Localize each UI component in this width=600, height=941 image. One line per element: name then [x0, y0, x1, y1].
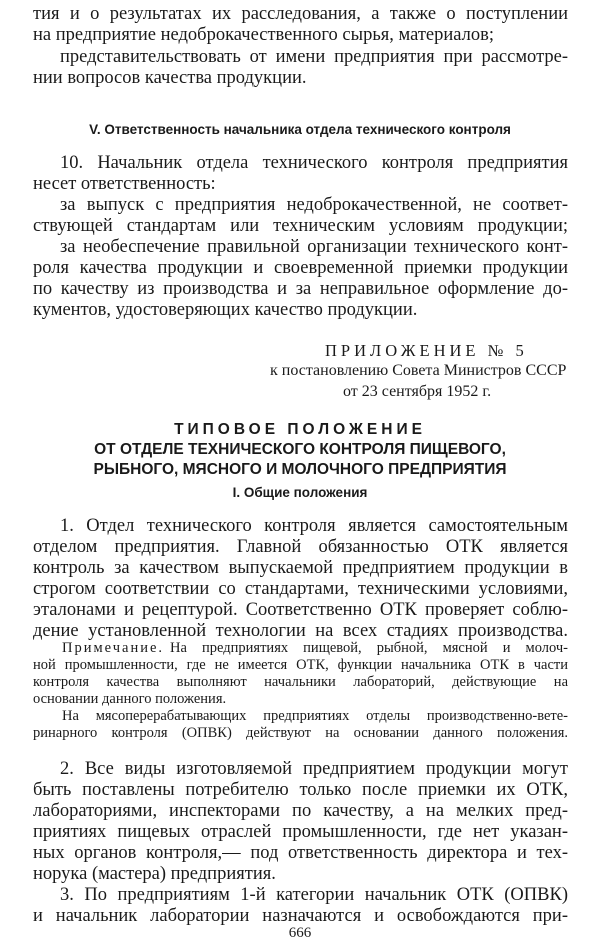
text-line: На мясоперерабатывающих предприятиях отделы производственно-вете-: [62, 708, 568, 724]
note-label: Примечание.: [62, 640, 165, 656]
section-v-heading: V. Ответственность начальника отдела технического контроля: [89, 122, 511, 137]
text-line: ствующей стандартам или техническим условиям продукции;: [33, 216, 568, 236]
text-line: за необеспечение правильной организации технического конт-: [60, 237, 568, 257]
text-line: ной промышленности, где не имеется ОТК, функции начальника ОТК в части: [33, 657, 568, 673]
text-line: за выпуск с предприятия недоброкачественной, не соответ-: [60, 195, 568, 215]
document-title-line: ОТ ОТДЕЛЕ ТЕХНИЧЕСКОГО КОНТРОЛЯ ПИЩЕВОГО,: [94, 441, 506, 458]
text-line: на предприятие недоброкачественного сырья, материалов;: [33, 25, 495, 45]
text-line: несет ответственность:: [33, 174, 216, 194]
text-line: по качеству из производства и за неправильное оформление до-: [33, 279, 568, 299]
appendix-reference: к постановлению Совета Министров СССР: [270, 362, 567, 379]
text-line: 2. Все виды изготовляемой предприятием продукции могут: [60, 759, 568, 779]
text-line: дение установленной технологии на всех стадиях производства.: [33, 621, 568, 641]
text-line: быть поставлены потребителю только после приемки их ОТК,: [33, 780, 568, 800]
text-line: 3. По предприятиям 1-й категории начальник ОТК (ОПВК): [60, 885, 568, 905]
text-line: норука (мастера) предприятия.: [33, 864, 276, 884]
text-line: приятиях пищевых отраслей промышленности, где нет указан-: [33, 822, 568, 842]
text-line: ных органов контроля,— под ответственность директора и тех-: [33, 843, 568, 863]
text-line: основании данного положения.: [33, 691, 227, 707]
text-line: отделом предприятия. Главной обязанностью ОТК является: [33, 537, 568, 557]
text-line: На предприятиях пищевой, рыбной, мясной и молоч-: [170, 640, 568, 656]
text-line: тия и о результатах их расследования, а также о поступлении: [33, 4, 568, 24]
section-i-heading: I. Общие положения: [232, 485, 368, 500]
text-line: и начальник лаборатории назначаются и освобождаются при-: [33, 906, 568, 926]
page-number: 666: [288, 925, 312, 941]
text-line: эталонами и рецептурой. Соответственно ОТК проверяет соблю-: [33, 600, 568, 620]
appendix-label: ПРИЛОЖЕНИЕ № 5: [325, 341, 528, 360]
note-first-line: [62, 640, 568, 657]
text-line: нии вопросов качества продукции.: [33, 68, 307, 88]
text-line: ринарного контроля (ОПВК) действуют на основании данного положения.: [33, 725, 568, 741]
text-line: лабораториями, инспекторами по качеству, а на мелких пред-: [33, 801, 568, 821]
text-line: строгом соответствии со стандартами, техническими условиями,: [33, 579, 568, 599]
appendix-date: от 23 сентября 1952 г.: [343, 383, 492, 400]
text-line: контроль за качеством выпускаемой предприятием продукции в: [33, 558, 568, 578]
text-line: контроля качества выполняют начальники лабораторий, действующие на: [33, 674, 568, 690]
text-line: кументов, удостоверяющих качество продукции.: [33, 300, 418, 320]
text-line: 1. Отдел технического контроля является самостоятельным: [60, 516, 568, 536]
document-title-line: РЫБНОГО, МЯСНОГО И МОЛОЧНОГО ПРЕДПРИЯТИЯ: [93, 461, 507, 478]
text-line: представительствовать от имени предприятия при рассмотре-: [60, 47, 568, 67]
document-title-line: ТИПОВОЕ ПОЛОЖЕНИЕ: [174, 421, 426, 438]
text-line: 10. Начальник отдела технического контроля предприятия: [60, 153, 568, 173]
text-line: роля качества продукции и своевременной приемки продукции: [33, 258, 568, 278]
